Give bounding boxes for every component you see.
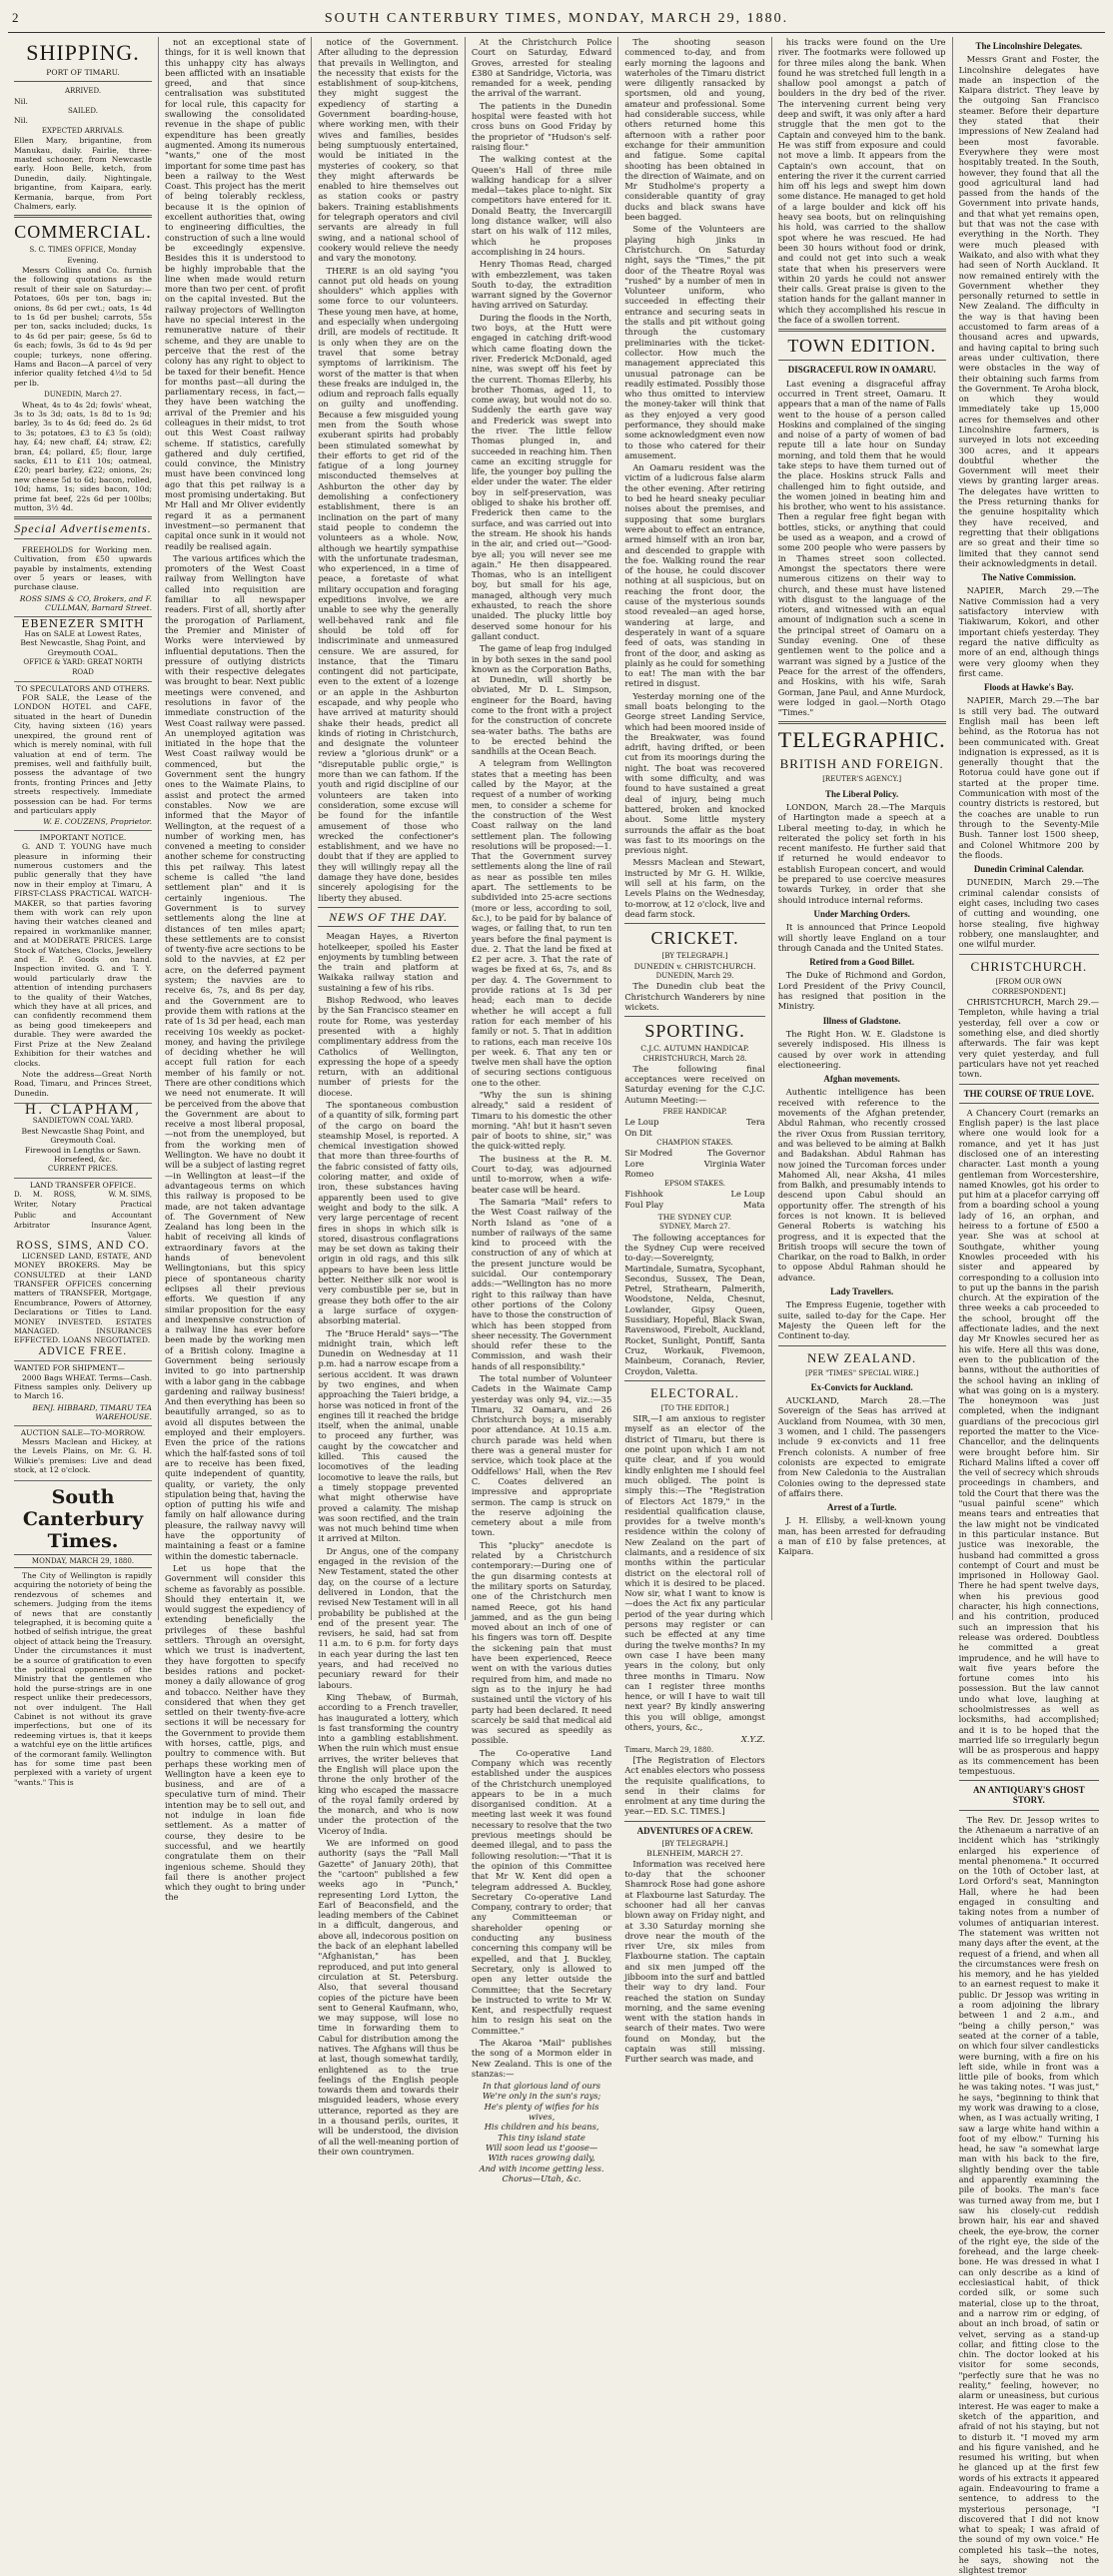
epsom-list	[624, 1189, 764, 1210]
news-item-3: The spontaneous combustion of a quantity of silk, forming part of the cargo on board the steamship Mosel, is reported. A chemical investigation showed that more than three-fourths of the fabric consisted of fatty oils, coloring matter, and oxide of iron, these substances having apparently been used to give weight and body to the silk. A very large percentage of recent fires in shops in which silk is stored, disastrous conflagrations may be set down as taking their origin in old rags, and this silk appears to have been less little better. Neither silk nor wool is very combustible per se, but in grease they both offer to the air a large surface of oxygen-absorbing material.	[318, 1099, 459, 1326]
cricket-match: DUNEDIN v. CHRISTCHURCH.	[633, 961, 756, 971]
cricket-date: DUNEDIN, March 29.	[655, 971, 734, 980]
blenheim-cont: his tracks were found on the Ure river. The footmarks were followed up for three miles along the bank. When found he was stretched full length in a shallow pool amongst a patch of boulders in the dry bed of the river. The intervening current being very deep and swift, it was only after a hard struggle that the men got to the Captain and conveyed him to the bank. He was stiff from exposure and could not move a limb. It appears from the Captain's own account, that on entering the river it the current carried him off his legs and swept him down some distance. He managed to get hold of a large boulder and kick off his heavy sea boots, but on relinquishing his hold, was carried to the shallow spot where he was rescued. He had been 30 hours without food or drink, and could not get into such a weak state that when his preservers were within 20 yards he could not answer their calls. Great praise is given to the station hands for the gallant manner in which they accomplished his rescue in the face of a swollen torrent.	[777, 37, 946, 326]
entry: Lore	[624, 1158, 644, 1169]
gladstone-heading: Illness of Gladstone.	[822, 1015, 901, 1026]
adventures-telegraph: [BY TELEGRAPH.]	[661, 1840, 728, 1849]
news-heading: NEWS OF THE DAY.	[329, 909, 449, 924]
editor-reply: [The Registration of Electors Act enables electors who possess the requisite qualifications, to send in their claims for enrolment at any time during the year.—ED. S.C. TIMES.]	[624, 1754, 765, 1817]
news-item-10: The walking contest at the Queen's Hall of three mile walking handicap for a silver medal—takes place to-night. Six competitors have entered for it. Donald Beatty, the Invercargill long distance walker, will also start on his walk of 112 miles, which he proposes accomplishing in 24 hours.	[471, 154, 612, 257]
champion-row-3	[624, 1169, 764, 1179]
free-list	[624, 1117, 764, 1138]
freeholds-signature: ROSS SIMS & CO, Brokers, and F. CULLMAN, Barnard Street.	[19, 593, 152, 613]
ebenezer-coal: Best Newcastle, Shag Point, and Greymouth COAL.	[20, 638, 146, 657]
news-item-24: An Oamaru resident was the victim of a ludicrous false alarm the other evening. After retiring to bed he heard sneaky peculiar noises about the premises, and supposing that some burglars were about to effect an entrance, armed himself with an iron bar, and descended to grapple with the foe. Walking round the rear of the house, he could discover nothing at all suspicious, but on reaching the front door, the cause of the mysterious sounds stood revealed—an aged horse, wandering at large, and desperately in want of a square feed of oats, was standing in front of the door, and asking as plainly as he could for something to eat! The man with the bar retired in disgust.	[624, 462, 765, 689]
news-item-16: The business at the R. M. Court to-day, was adjourned until to-morrow, when a wife-beater case will be heard.	[471, 1153, 612, 1195]
gt-note: Note the address—Great North Road, Timaru, and Princes Street, Dunedin.	[14, 1069, 152, 1098]
christchurch-heading: CHRISTCHURCH.	[970, 958, 1088, 974]
christchurch-text: CHRISTCHURCH, March 29.—Templeton, while having a trial yesterday, fell over a cow or something else, and died shortly afterwards. The fair was kept very quiet yesterday, and full particulars have not yet reached town.	[958, 997, 1100, 1080]
course-text: A Chancery Court (remarks an English paper) is the last place where one would look for a romance, and yet it has just disclosed one of an interesting character. Last month a young gentleman from Worcestershire, named Knowles, got his order to put him at a placefor carrying off from a boarding school a young lady of 16, an orphan, and heiress to a fortune of £500 a year. She was at school at Southgate, whither young Knowles proceeded with his sister and appeared by corresponding to a collusion into to put up the banns in the parish church. At the expiration of the three weeks a cab proceeded to the school, brought off the affectionate ladies, and the next day Mr Knowles secured her as his wife. Here all this was done, even to the publication of the banns, without the authorities of the school having an inkling of what was going on is a mystery. The honeymoon was just completed, when the indignant guardians of the precocious girl reported the matter to the Vice-Chancellor, and the delinquents were brought before him. Sir Richard Malins lifted a cover off the veil of secrecy which shrouds proceedings in chambers, and told the Court that there was the "usual painful scene" which means tears and entreaties that the law might not be vindicated in this particular instance. But justice was inexorable, the husband had committed a gross contempt of Court and must be imprisoned in Holloway Gaol. There he had spent twelve days, when his previous good character, his high connections, and his contrition, produced such an impression that his release was ordered. Doubtless he committed a great imprudence, and he will have to wait five years before the fortune comes into his possession. But the law cannot undo what love, laughing at schoolmistresses as well as locksmiths, had accomplished; and it is to be hoped that the married life so irregularly begun will be as prosperous and happy as its commencement has been tempestuous.	[958, 1107, 1100, 1776]
page-header	[8, 6, 1105, 33]
afghan-heading: Afghan movements.	[823, 1074, 900, 1085]
lincolnshire-heading: The Lincolnshire Delegates.	[975, 41, 1083, 51]
nz-sub: [PER "TIMES" SPECIAL WIRE.]	[805, 1368, 919, 1377]
free-row-2	[624, 1128, 764, 1138]
native-text: NAPIER, March 29.—The Native Commission had a very satisfactory interview with Tiakiwarum, Kokori, and other important chiefs yesterday. They regard the native difficulty as more of an end, although things were very gloomy when they first came.	[958, 585, 1100, 678]
news-item-25: Yesterday morning one of the small boats belonging to the George street Landing Service, which had been moored inside of the Breakwater, was found adrift, having drifted, or been cut from its moorings during the night. The boat was recovered with some difficulty, and was found to have sustained a great deal of injury, being much battered, broken and knocked about. Some little mystery surrounds the affair as the boat was fast to its moorings on the previous night.	[624, 690, 765, 856]
course-heading: THE COURSE OF TRUE LOVE.	[963, 1088, 1094, 1099]
sailed-nil: Nil.	[14, 116, 28, 126]
retired-text: The Duke of Richmond and Gordon, Lord President of the Privy Council, has resigned that position in the Ministry.	[777, 970, 946, 1012]
news-item-18: The total number of Volunteer Cadets in the Waimate Camp yesterday was only 94, viz.:—35 Timaru, 32 Oamaru, and 26 Christchurch boys; a miserably poor attendance. At 10.15 a.m. church parade was held when there was a general muster for service, which took place at the Oddfellows' Hall, when the Rev C. Coates delivered an impressive and appropriate sermon. The camp is struck on the reserve adjoining the cemetery about a mile from town.	[471, 1373, 612, 1538]
turtle-text: J. H. Ellisby, a well-known young man, has been arrested for defrauding a man of £10 by false pretences, at Kaipara.	[777, 1515, 946, 1557]
champion-row-2	[624, 1159, 764, 1169]
news-item-22: The shooting season commenced to-day, and from early morning the lagoons and waterholes of the Timaru district were diligently ransacked by sportsmen, old and young, amateur and professional. Some had considerable success, while others returned home this afternoon with a rather poor exchange for their ammunition and fatigue. Some capital shooting has been obtained in the direction of Waimate, and on Mr Studholme's property a considerable quantity of gray ducks and black swans have been bagged.	[624, 37, 765, 223]
ross-sims-name: ROSS, SIMS, AND CO.	[16, 1240, 150, 1252]
news-item-1: Meagan Hayes, a Riverton hotelkeeper, spoiled his Easter enjoyments by tumbling between the train and platform at Waikaka railway station and sustaining a few of his ribs.	[318, 931, 459, 993]
columns	[8, 37, 1105, 2576]
land-heading: LAND TRANSFER OFFICE.	[29, 1180, 137, 1190]
ebenezer-office: OFFICE & YARD: GREAT NORTH ROAD	[23, 658, 143, 677]
news-item-14: A telegram from Wellington states that a meeting has been called by the Mayor, at the request of a number of working men, to consider a scheme for the construction of the West Coast railway on the land settlement plan. The following resolutions will be proposed:—1. That the Government survey settlements along the line of rail as near as possible ten miles apart. The settlements to be subdivided into 25-acre sections (more or less, according to soil, &c.), to be paid for by balance of wages, or failing that, to run ten years before the final payment is due. 2. That the land be fixed at £2 per acre. 3. That the rate of wages be fixed at 6s, 7s, and 8s per day. 4. The Government to provide rations at 1s 3d per head; each man to decide whether he will accept a full ration for each member of his family or not. 5. That in addition to rations, each man receive 10s per week. 6. That any ten or twelve men shall have the option of securing sections contiguous one to the other.	[471, 758, 612, 1088]
news-item-21: The Akaroa "Mail" publishes the song of a Mormon elder in New Zealand. This is one of the stanzas:—	[471, 2038, 612, 2079]
firewood-text: Firewood in Lengths or Sawn.	[24, 1145, 142, 1155]
entry: Tera	[746, 1117, 765, 1128]
port-label: PORT OF TIMARU.	[46, 68, 120, 77]
important-ad	[14, 831, 152, 1104]
ross-text: LICENSED LAND, ESTATE, AND MONEY BROKERS. May be CONSULTED at their LAND TRANSFER OFFICES concerning matters of TRANSFER, Mortgage, Encumbrance, Powers of Attorney, Declarations or Titles to Land. MONEY INVESTED. ESTATES MANAGED. INSURANCES EFFECTED. LOANS NEGOTIATED.	[14, 1251, 152, 1345]
arrived-nil: Nil.	[14, 96, 28, 106]
shipping-heading: SHIPPING.	[26, 40, 140, 65]
lady-heading: Lady Travellers.	[830, 1287, 894, 1297]
column-6	[772, 37, 953, 1620]
wanted-heading: WANTED FOR SHIPMENT—	[14, 1363, 125, 1373]
news-item-26: Messrs Maclean and Stewart, instructed by Mr G. H. Wilkie, will sell at his farm, on the Levels Plains on the Wednesday, to-morrow, at 12 o'clock, live and dead farm stock.	[624, 857, 765, 919]
criminal-heading: Dunedin Criminal Calendar.	[973, 864, 1084, 875]
lincolnshire-text: Messrs Grant and Foster, the Lincolnshire delegates have made an inspection of the Kaipara district. They leave by the outgoing San Francisco steamer. Before their departure they stated that their impressions of New Zealand had been most favorable. Everywhere they were most hospitably treated. In the South, however, they found that all the good agricultural land had passed from the hands of the Government into private hands, and that what yet remains open, but that was not the case with everything in the North. They were much pleased with Waikato, and also with what they had seen of North Auckland. It now remained entirely with the Government whether they personally returned to settle in New Zealand. The difficulty in the way is that having been accustomed to farm areas of a thousand acres and upwards, and having capital to bring such areas under cultivation, there were obstacles in the way of their obtaining such farms from the Government. Te Aroha block, on which they would immediately take up 15,000 acres for themselves and other Lincolnshire farmers, is surveyed in lots not exceeding 300 acres, and it appears doubtful whether the Government will meet their views by granting larger areas. The delegates have written to the Press returning thanks for the genuine hospitality which they have received, and regretting that their obligations are so great and their time so limited that they cannot send their acknowledgments in detail.	[958, 54, 1100, 568]
auction-text: Messrs Maclean and Hickey, at the Levels Plains, on Mr. G. H. Wilkie's premises: Live and dead stock, at 12 o'clock.	[14, 1437, 152, 1475]
afghan-text: Authentic intelligence has been received with reference to the movements of the Afghan pretender, Abdul Rahman, who recently crossed the river Oxus from Russian territory, and was believed to be aiming at Balkh and Badakshan. Abdul Rahman has now joined the Turcoman forces under Mahomed Ali, near Aksha, 41 miles from Balkh, and presumably intends to descend upon Cabul should an opportunity offer. The strength of his forces is not known. It is believed General Roberts is watching his progress, and it is expected that the British troops will secure the town of Charikar, on the road to Balkh, in order to oppose Abdul Rahman should he advance.	[777, 1087, 946, 1283]
news-item-23: Some of the Volunteers are playing high jinks in Christchurch. On Saturday night, says the "Times," the pit door of the Theatre Royal was "rushed" by a number of men in Volunteer uniform, who succeeded in effecting their entrance and securing seats in the stalls and pit without going through the customary preliminaries with the ticket-collector. How much the management appreciated this unusual patronage can be readily estimated. Possibly those who thus omitted to interview the money-taker will think that as they enjoyed a very good performance, they should make some acknowledgment even now to those who catered for their amusement.	[624, 224, 765, 460]
sydney-heading: THE SYDNEY CUP.	[657, 1212, 732, 1222]
cjc-heading: C.J.C. AUTUMN HANDICAP.	[640, 1044, 749, 1054]
clapham-name: H. CLAPHAM,	[24, 1103, 142, 1119]
adventures-heading: ADVENTURES OF A CREW.	[636, 1825, 753, 1836]
editorial-cont-3: Let us hope that the Government will consider this scheme as favorably as possible. Should they entertain it, we would suggest the expediency of extending beneficially the privileges of these bashful settlers. Through an oversight, which we trust is inadvertent, they have forgotten to specify besides rations and pocket-money a daily allowance of grog and tobacco. Neither have they considered that when they get settled on their twenty-five-acre sections it will be necessary for the Government to provide them with horses, cattle, pigs, and poultry to commence with. But perhaps these working men of Wellington have a keen eye to business, and are of a speculative turn of mind. Their intention may be to sell out, and not indulge in loan fide settlement. As a matter of course, they desire to be successful, and we heartily congratulate them on their ingenious scheme. Should they fail there is another project which they ought to bring under the	[165, 1562, 306, 1903]
forsale-signature: W. E. COUZENS, Proprietor.	[43, 817, 152, 827]
disgraceful-heading: DISGRACEFUL ROW IN OAMARU.	[787, 365, 936, 376]
own-correspondent: [FROM OUR OWN CORRESPONDENT.]	[992, 977, 1066, 996]
entry: Foul Play	[624, 1199, 664, 1210]
town-edition-heading: TOWN EDITION.	[787, 336, 936, 357]
blenheim-text: Information was received here to-day that the schooner Shamrock Rose had gone ashore at Flaxbourne last Saturday. The schooner had all her canvas blown away on Friday night, and at 3.30 Saturday morning she drove near the mouth of the river Ure, six miles from Flaxbourne station. The captain and six men jumped off the jibboom into the surf and battled their way to dry land. Four reached the station on Sunday morning, and the same evening went with the station hands in search of their mates. Two were found on Monday, but the captain was still missing. Further search was made, and	[624, 1858, 765, 2065]
dunedin-date: DUNEDIN, March 27.	[44, 391, 122, 400]
wanted-signature: BENJ. HIBBARD, TIMARU TEA WAREHOUSE.	[32, 1402, 152, 1422]
telegraphic-heading: TELEGRAPHIC.	[777, 727, 946, 753]
antiquary-heading: AN ANTIQUARY'S GHOST STORY.	[972, 1785, 1085, 1806]
forsale-text: FOR SALE, the Lease of the LONDON HOTEL and CAFE, situated in the heart of Dunedin City, having sixteen (16) years unexpired, the ground rent of which is merely nominal, with full valuation at end of term. The premises, well and faithfully built, possess the advantage of two fronts, fronting Princes and Jetty streets respectively. Immediate possession can be had. For terms and particulars apply	[14, 693, 152, 815]
news-item-2: Bishop Redwood, who leaves by the San Francisco steamer en route for Rome, was yesterday presented with a highly complimentary address from the Catholics of Wellington, expressing the hope of a speedy return, with an additional number of priests for the diocese.	[318, 995, 459, 1098]
electoral-heading: ELECTORAL.	[650, 1384, 739, 1400]
entry: Mata	[743, 1199, 765, 1210]
ebenezer-name: EBENEZER SMITH	[21, 616, 145, 630]
exconvicts-text: AUCKLAND, March 28.—The Sovereign of the Seas has arrived at Auckland from Noumea, with 30 men, 3 women, and 1 child. The passengers include 9 ex-convicts and 11 free French colonists. A number of free colonists are expected to emigrate from New Caledonia to the Australian Colonies owing to the depressed state of affairs there.	[777, 1395, 946, 1498]
free-handicap: FREE HANDICAP.	[662, 1108, 727, 1117]
news-item-5: Dr Angus, one of the company engaged in the revision of the New Testament, stated the other day, on the course of a lecture delivered in London, that the revised New Testament will in all probability be published at the end of the present year. The revisers, he said, had sat from 11 a.m. to 6 p.m. for forty days in each year during the last ten years, and had received no pecuniary reward for their labours.	[318, 1545, 459, 1690]
criminal-text: DUNEDIN, March 29.—The criminal calendar consists of eight cases, including two cases of cutting and wounding, one horse stealing, five highway robbery, one manslaughter, and one wilful murder.	[958, 877, 1100, 950]
land-partners	[14, 1190, 152, 1241]
wanted-text: 2000 Bags WHEAT. Terms—Cash. Fitness samples only. Delivery up to March 16.	[14, 1372, 152, 1401]
news-item-15: "Why the sun is shining already," said a resident of Timaru to his domestic the other morning. "Ah! but it hasn't seven pair of boots to shine, sir," was the quick-witted reply.	[471, 1089, 612, 1152]
epsom-row-1	[624, 1189, 764, 1199]
entry: Fishhook	[624, 1189, 663, 1200]
news-item-20: The Co-operative Land Company which was recently established under the auspices of the Christchurch unemployed appears to be in a much disorganised condition. At a meeting last week it was found necessary to resolve that the two previous meetings should be deemed illegal, and to pass the following resolution:—"That it is the opinion of this Committee that Mr W. Kent did open a telegram addressed A. Buckley, Secretary Co-operative Land Company, contrary to order; that any Committeeman or shareholder opening or conducting any business concerning this company will be expelled, and that J. Buckley, Secretary, only is allowed to open any letter outside the Committee; that the Secretary be instructed to write to Mr W. Kent, and respectfully request him to resign his seat on the Committee."	[471, 1747, 612, 2036]
entry: Sir Modred	[624, 1148, 673, 1159]
entry: Le Loup	[730, 1189, 765, 1200]
masthead-date: MONDAY, MARCH 29, 1880.	[14, 1554, 152, 1568]
antiquary-text: The Rev. Dr. Jessop writes to the Athenaeum a narrative of an incident which has "strikingly enlarged his experience of mental phenomena." It occurred on the 10th of October last, at Lord Orford's seat, Mannington Hall, where he had been engaged in consulting and taking notes from a number of volumes of antiquarian interest. The statement was written not many days after the event, at the request of a friend, and when all the circumstances were fresh on his memory, and he has yielded to an earnest request to make it public. Dr Jessop was writing in a room adjoining the library between 1 and 2 a.m., and "being a chilly person," was seated at the corner of a table, on which four silver candlesticks were burning, with a fire on his left side, while in front was a little pile of books, from which he was taking notes. "I was just," he says, "beginning to think that my work was drawing to a close, when, as I was actually writing, I saw a large white hand within a foot of my elbow." Turning his head, he saw "a somewhat large man with his back to the fire, slightly bending over the table and apparently examining the pile of books. The man's face was turned away from me, but I saw his closely-cut reddish brown hair, his ear and shaved cheek, the eye-brow, the corner of the right eye, the side of the forehead, and the large cheek-bone. He was dressed in what I can only describe as a kind of ecclesiastical habit, of thick corded silk, or some such material, close up to the throat, and a narrow rim or edging, of about an inch broad, of satin or velvet, serving as a stand-up collar, and fitting close to the chin. The doctor looked at his visitor for some seconds, "perfectly sure that he was no reality," feeling, however, no alarm or uneasiness, but curious interest. He was eager to make a sketch of the apparition, and afraid of not his staying, but not to disturb it. "I moved my arm and his figure vanished, and he resumed his writing, but when he glanced up at the first few words of his extracts it appeared again. Endeavouring to frame a sentence, to address to the mysterious personage, "I discovered that I did not know what to speak; I was afraid of the sound of my own voice." He completed his task—the notes, he says, showing not the slightest tremor	[958, 1814, 1100, 2576]
column-4	[466, 37, 618, 2183]
speculators-heading: TO SPECULATORS AND OTHERS.	[16, 683, 150, 693]
auction-ad	[14, 1426, 152, 1481]
column-2	[159, 37, 312, 1903]
commercial-heading: COMMERCIAL.	[14, 222, 152, 243]
freeholds-ad	[14, 543, 152, 617]
important-heading: IMPORTANT NOTICE.	[39, 832, 127, 842]
champion-list	[624, 1148, 764, 1179]
news-item-7: We are informed on good authority (says the "Pall Mall Gazette" of January 20th), that the "cartoon" published a few weeks ago in "Punch," representing Lord Lytton, the Earl of Beaconsfield, and the leading members of the Cabinet in a difficult, dangerous, and above all, indecorous position on the back of an elephant labelled "Afghanistan," has been reproduced, and put into general circulation at St. Petersburg. Also, that several thousand copies of the picture have been sent to General Kaufmann, who, we may suppose, will lose no time in forwarding them to Cabul for distribution among the natives. The Afghans will thus be at last, though somewhat tardily, enlightened as to the true feelings of the English people towards them and towards their misguided leaders, whose every utterance, reported as they are in a thousand perils, ourites, it will be understood, the division of all the well-meaning portion of their own countrymen.	[318, 1838, 459, 2156]
editorial-end: notice of the Government. After alluding to the depression that prevails in Wellington, and the necessity that exists for the establishment of soup-kitchens, they might suggest the expediency of starting a Government boarding-house, where working men, with their wives and families, besides being sumptuously entertained, would be initiated in the mysteries of cookery, so that they might afterwards be enabled to hire themselves out as station cooks or pastry bakers. Training establishments for telegraph operators and civil servants are already in full swing, and a national school of cookery would relieve the needy and vary the monotony.	[318, 37, 459, 264]
free-row-1	[624, 1117, 764, 1127]
wanted-ad	[14, 1361, 152, 1425]
land-ad	[14, 1179, 152, 1362]
retired-heading: Retired from a Good Billet.	[809, 957, 915, 968]
special-heading: Special Advertisements.	[14, 521, 152, 536]
expected-text: Ellen Mary, brigantine, from Manukau, daily. Fairlie, three-masted schooner, from Newcastle early. Hoon Belle, ketch, from Dunedin, daily. Nightingale, brigantine, from Kaipara, early. Kermania, barque, from Port Chalmers, early.	[14, 136, 152, 211]
cricket-text: The Dunedin club beat the Christchurch Wanderers by nine wickets.	[624, 981, 765, 1012]
entry: Virginia Water	[703, 1158, 765, 1169]
ross-left: D. M. ROSS, Writer, Notary Public and Arbitrator	[14, 1191, 77, 1230]
row-text: Last evening a disgraceful affray occurred in Trent street, Oamaru. It appears that a man of the name of Falls went to the house of a person called Hoskins and complained of the singing and noise of a party of women of bad repute till a late hour on Sunday morning, and told them that he would take steps to have them turned out of the place. Hoskins struck Falls and challenged him to fight outside, and the women joined in beating him and his brother, who went to his assistance. Then a regular free fight began with bottles, sticks, or anything that could be used as a weapon, and a crowd of some 200 people who were passers by in Thames street soon collected. Amongst the spectators there were numerous citizens on their way to church, and these must have listened with disgust to the language of the rioters, and witnessed with an equal amount of indignation such a scene in the principal street of Oamaru on a Sunday evening. One of these gentlemen went to the police and a warrant was signed by a Justice of the Peace for the arrest of the offenders, and Hoskins, with his wife, Sarah Gorman, Jane Paul, and Anne Murdock, were lodged in gaol.—North Otago "Times."	[777, 378, 946, 718]
news-item-17: The Samaria "Mail" refers to the West Coast railway of the North Island as "one of a number of railways of the same kind to proceed with the construction of any of which at the present juncture would be suicidal. Our contemporary adds:—"Wellington has no more right to this railway than have other portions of the Colony have to those the construction of which has been stopped from sheer necessity. The Government should refer these to the Commission, and wash their hands of all responsibility."	[471, 1196, 612, 1371]
volunteers-editorial: THERE is an old saying "you cannot put old heads on young shoulders" which applies with some force to our volunteers. These young men have, at home, and especially when undergoing drill, are models of rectitude. It is only when they are on the travel that some betray symptoms of larrikinism. The worst of the matter is that when these freaks are indulged in, the odium and reproach falls equally on guilty and unoffending. Because a few misguided young men from the South whose exuberant spirits had probably been stimulated somewhat by their efforts to get rid of the fatigue of a long journey misconducted themselves at Ashburton the other day by demolishing a confectionery establishment, there is an inclination on the part of many staid people to condemn the volunteers as a whole. Now, although we heartily sympathise with the unfortunate tradesman, who experienced, in a time of peace, a foretaste of what military occupation and foraging expeditions involve, we are unable to see why the generally well-behaved rank and file should be told off for indiscriminate and unmeasured censure. We are assured, for instance, that the Timaru contingent did not participate, even to the extent of a lozenge or an apple in the Ashburton escapade, and why people who have arrived at maturity should shake their heads, predict all kinds of rioting in Christchurch, and designate the volunteer review a "glorious drunk" or a "disreputable public orgie," is more than we can fathom. If the youth and rigid discipline of our volunteers are taken into consideration, some excuse will be found for the infantile amusement of those who wrecked the confectioner's establishment, and we have no doubt that if they are applied to they will willingly repay all the damage they have done, besides sincerely apologising for the liberty they abused.	[318, 265, 459, 903]
speculators-ad	[14, 682, 152, 831]
prices-text: CURRENT PRICES.	[48, 1165, 118, 1174]
cricket-heading: CRICKET.	[650, 928, 739, 949]
column-3	[312, 37, 465, 2156]
column-5	[618, 37, 771, 2065]
marching-text: It is announced that Prince Leopold will shortly leave England on a tour through Canada and the United States.	[777, 922, 946, 953]
electoral-letter: SIR,—I am anxious to register myself as an elector of the district of Timaru, but there is one point upon which I am not quite clear, and if you would kindly enlighten me I should feel much obliged. The point is simply this:—The "Registration of Electors Act 1879," in the residential qualification clause, provides for a twelve month's residence within the colony of New Zealand on the part of claimants, and a residence of six months within the particular district on the electoral roll of which it is desired to be placed. Now sir, what I want to know is—does the Act fix any particular period of the year during which persons may register or can such be effected at any time during the twelve months? In my own case I have been many years in the colony, but only three months in Timaru. Now can I register three months hence, or will I have to wait till next year? By kindly answering this you will oblige, amongst others, yours, &c.,	[624, 1413, 765, 1733]
clapham-text: Best Newcastle Shag Point, and Greymouth Coal.	[21, 1126, 145, 1146]
champion-row-1	[624, 1148, 764, 1158]
arrived-label: ARRIVED.	[64, 87, 102, 96]
ebenezer-ad	[14, 617, 152, 682]
british-heading: BRITISH AND FOREIGN.	[779, 756, 944, 772]
sydney-date: SYDNEY, March 27.	[659, 1223, 730, 1232]
letter-signature: X.Y.Z.	[740, 1734, 765, 1745]
lady-text: The Empress Eugenie, together with suite, sailed to-day for the Cape. Her Majesty the Queen left for the Continent to-day.	[777, 1299, 946, 1341]
commercial-office: S. C. TIMES OFFICE, Monday Evening.	[29, 246, 137, 265]
news-item-6: King Thebaw, of Burmah, according to a French traveller, has inaugurated a lottery, which is fast transforming the country into a gambling establishment. When the ruin which must ensue arrives, the writer believes that the English will place upon the throne the only brother of the king who escaped the massacre of the royal family ordered by the monarch, and who is now under the protection of the Viceroy of India.	[318, 1691, 459, 1836]
page-title: SOUTH CANTERBURY TIMES, MONDAY, MARCH 29, 1880.	[324, 11, 789, 26]
sporting-heading: SPORTING.	[644, 1021, 745, 1042]
news-item-8: At the Christchurch Police Court on Saturday, Edward Groves, arrested for stealing £380 at Sandridge, Victoria, was remanded for a week, pending the arrival of the warrant.	[471, 37, 612, 99]
native-heading: The Native Commission.	[981, 572, 1076, 583]
gt-text: G. AND T. YOUNG have much pleasure in informing their numerous customers and the public generally that they have now in their employ at Timaru, A FIRST-CLASS PRACTICAL WATCH-MAKER, so that parties favoring them with work can rely upon having their watches cleaned and repaired in workmanlike manner, and at MODERATE PRICES. Large Stock of Watches, Clocks, Jewellery and E. P. Goods on hand. Inspection invited. G. and T. Y. would particularly draw the attention of intending purchasers to the quality of their Watches, which they have at all prices, and can confidently recommend them as being good timekeepers and durable. They were awarded the First Prize at the New Zealand Exhibition for their watches and clocks.	[14, 842, 152, 1068]
liberal-heading: The Liberal Policy.	[825, 788, 899, 799]
news-item-9: The patients in the Dunedin hospital were feasted with hot cross buns on Good Friday by the proprietor of "Hudson's self-raising flour."	[471, 100, 612, 152]
floods-heading: Floods at Hawke's Bay.	[984, 682, 1074, 693]
clapham-ad	[14, 1104, 152, 1179]
column-1	[8, 37, 159, 1787]
news-item-19: This "plucky" anecdote is related by a Christchurch contemporary:—During one of the gun disarming contests at the military sports on Saturday, one of the Christchurch men named Reece, got his hand jammed, and as the gun being moved about an inch of one of his fingers was torn off. Despite the sickening pain that must have been experienced, Reece went on with the various duties required from him, and made no sign as to the injury he had sustained until the victory of his party had been declared. It need scarcely be said that medical aid was secured as speedily as possible.	[471, 1539, 612, 1746]
cricket-telegraph: [BY TELEGRAPH.]	[661, 952, 728, 961]
expected-label: EXPECTED ARRIVALS.	[41, 126, 125, 135]
horsefeed-text: Horsefeed, &c.	[53, 1154, 113, 1164]
page-number: 2	[12, 10, 19, 25]
cjc-text: The following final acceptances were received on Saturday evening for the C.J.C. Autumn Meeting:—	[624, 1063, 765, 1105]
entry: The Governor	[706, 1148, 765, 1159]
blenheim-date: BLENHEIM, MARCH 27.	[646, 1849, 743, 1859]
nz-heading: NEW ZEALAND.	[807, 1349, 917, 1365]
news-item-13: The game of leap frog indulged in by both sexes in the sand pool known as the Corporation Baths, at Dunedin, will shortly be obviated, Mr D. L. Simpson, engineer for the Board, having come to the front with a project for the construction of concrete sea-water baths. The baths are to be erected behind the sandhills at the Ocean Beach.	[471, 643, 612, 757]
sailed-label: SAILED.	[68, 107, 98, 116]
news-item-12: During the floods in the North, two boys, at the Hutt were engaged in catching drift-wood which came floating down the river. Frederick McDonald, aged nine, was swept off his feet by the current. Thomas Ellerby, his brother Thomas, aged 11, to come away, but would not do so. Suddenly the earth gave way and Frederick was swept into the river. The little fellow Thomas plunged in, and succeeded in reaching him. Then came an exciting struggle for life, the younger boy pulling the elder under the water. The elder boy in self-preservation, was obliged to shake his brother off. Frederick then came to the surface, and was carried out into the stream. He shook his hands in the air, and cried out—"Good-bye all; you will never see me again." He then disappeared. Thomas, who is an intelligent boy, but small for his age, managed, although very much exhausted, to reach the shore unaided. The plucky little boy deserved some honour for his gallant conduct.	[471, 312, 612, 641]
news-item-4: The "Bruce Herald" says—"The midnight train, which left Dunedin on Wednesday at 11 p.m. had a narrow escape from a serious accident. It was drawn by two engines, and when approaching the Taieri bridge, a horse was noticed in front of the engines till it reached the bridge itself, when the animal, unable to proceed any further, was caught by the cowcatcher and killed. This caused the locomotives of the leading locomotive to leave the rails, but a timely stoppage prevented what might otherwise have proved a calamity. The mishap was soon rectified, and the train was not much behind time when it arrived at Milton.	[318, 1327, 459, 1544]
epsom-stakes: EPSOM STAKES.	[664, 1180, 726, 1189]
mormon-chorus: Chorus—Utah, &c.	[502, 2172, 581, 2183]
editorial-cont-1: not an exceptional state of things, for it is well known that this unhappy city has always been afflicted with an insatiable greed, and that since centralisation was substituted for local rule, this capacity for swallowing the consolidated revenue in the shape of public expenditure has been greatly augmented. Among its numerous "wants," one of the most important for some time past has been a railway to the West Coast. This project has the merit of being tolerably reckless, because it is the opinion of excellent authorities that, owing to engineering difficulties, the construction of such a line would be exceedingly expensive. Besides this it is understood to be highly improbable that the line when made would return more than two per cent. of profit on the capital invested. But the railway projectors of Wellington have no special interest in the remunerative nature of their scheme, and they are unable to perceive that the rest of the colony has any right to object to be taxed for their benefit. Hence for months past—all during the parliamentary recess, in fact,—they have been watching the arrival of the Premier and his colleagues in their midst, to trot out this West Coast railway scheme. If statistics, carefully gathered and duly certified, could convince, the Ministry must have been convinced long ago that this pet railway is a most promising undertaking. But Mr Hall and Mr Oliver evidently regard it as a permanent investment—so permanent that capital once sunk in it would not readily be realised again.	[165, 37, 306, 551]
exconvicts-heading: Ex-Convicts for Auckland.	[810, 1381, 913, 1392]
liberal-text: LONDON, March 28.—The Marquis of Hartington made a speech at a Liberal meeting to-day, in which he reiterated the policy set forth in his recent manifesto. He further said that if returned he would endeavor to establish European concert, and would be prepared to use coercive measures towards Turkey, in order that she should introduce internal reforms.	[777, 802, 946, 905]
to-editor: [TO THE EDITOR.]	[660, 1403, 729, 1412]
newspaper-masthead: South Canterbury Times.	[22, 1485, 144, 1552]
reuters-label: [REUTER'S AGENCY.]	[822, 775, 902, 784]
entry: On Dit	[624, 1127, 652, 1138]
cjc-date: CHRISTCHURCH, March 28.	[642, 1054, 747, 1063]
advice-free: ADVICE FREE.	[38, 1345, 128, 1357]
floods-text: NAPIER, March 29.—The bar is still very bad. The outward English mail has been left behind, as the Rotorua has not been communicated with. Great indignation is expressed, as it is generally thought that the Rotorua could have gone out if started at the proper time. Communication with most of the country districts is restored, but the coaches are unable to run through to the Seventy-Mile Bush. Tanner lost 1500 sheep, and Colonel Whitmore 200 by the floods.	[958, 695, 1100, 860]
gladstone-text: The Right Hon. W. E. Gladstone is severely indisposed. His illness is caused by over work in attending electioneering.	[777, 1028, 946, 1070]
letter-date: Timaru, March 29, 1880.	[624, 1745, 714, 1754]
entry: Romeo	[624, 1168, 654, 1179]
dunedin-text: Wheat, 4s to 4s 2d; fowls' wheat, 3s to 3s 3d; oats, 1s 8d to 1s 9d; barley, 3s to 4s 6d; feed do. 2s 6d to 3s; potatoes, £3 to £3 5s (old); hay, £4; new chaff, £4; straw, £2; bran, £4; pollard, £5; flour, large sacks, £11 to £11 10s; oatmeal, £20; pearl barley, £22; onions, 2s; new cheese 5d to 6d; bacon, rolled, 10d; hams, 1s; sides bacon, 10d; prime fat beef, 22s 6d per 100lbs; mutton, 3½ 4d.	[14, 400, 152, 512]
commercial-text: Messrs Collins and Co. furnish the following quotations as the result of their sale on Saturday:—Potatoes, 60s per ton, bags in; onions, 8s 6d per cwt.; oats, 1s 4d to 1s 6d per bushel; carrots, 55s per ton, sacks included; ducks, 1s to 4s 6d per pair; geese, 5s 6d to 6s each; fowls, 3s 6d to 4s 9d per couple; turkeys, none offering. Hams and Bacon—A parcel of very inferior quality fetched 4½d to 5d per lb.	[14, 265, 152, 388]
clapham-sub: SANDIETOWN COAL YARD.	[32, 1117, 134, 1126]
marching-heading: Under Marching Orders.	[813, 908, 910, 919]
turtle-heading: Arrest of a Turtle.	[827, 1502, 897, 1513]
news-item-11: Henry Thomas Read, charged with embezzlement, was taken South to-day, the extradition warrant signed by the Governor having arrived on Saturday.	[471, 259, 612, 311]
freeholds-text: FREEHOLDS for Working men. Cultivation, from £50 upwards payable by instalments, extending over 5 years or leases, with purchase clause.	[14, 544, 152, 592]
ross-right: W. M. SIMS, Practical Accountant Insurance Agent, Valuer.	[91, 1191, 152, 1241]
champion-stakes: CHAMPION STAKES.	[656, 1138, 733, 1147]
entry: Le Loup	[624, 1117, 659, 1128]
sydney-text: The following acceptances for the Sydney Cup were received to-day:—Sovereignty, Martindale, Sumatra, Sycophant, Secondus, Sussex, The Dean, Petrel, Strathearn, Palmerith, Woodstone, Nelda, Chesnut, Lowlander, Gipsy Queen, Sussidiary, Hopeful, Black Swan, Ravenswood, Firebolt, Auckland, Rocket, Sunlight, Pontiff, Santa Cruz, Workauk, Fivemoon, Mainbeum, Coranach, Revier, Croydon, Valetta.	[624, 1232, 765, 1376]
editorial-text: The City of Wellington is rapidly acquiring the notoriety of being the rendezvous of schemes and schemers. Judging from the items of news that are constantly telegraphed, it is becoming quite a hotbed of selfish intrigue, the great object of attack being the Treasury. Under the circumstances it must be a source of gratification to even the political opponents of the Ministry that the gentlemen who hold the purse-strings are in one respect unlike their predecessors, not over indulgent. The Hall Cabinet is not without its grave imperfections, but one of its redeeming virtues is, that it keeps a watchful eye on the little artifices of the cormorant family. Wellington has for some time past been perplexed with a variety of urgent "wants." This is	[14, 1570, 152, 1787]
mormon-poem: In that glorious land of ours We're only in the sun's rays; He's plenty of wifies for his wives, His children and his beans, This tiny island state Will soon lead us t'goose— With races growing daily, And with income getting less.	[479, 2081, 604, 2173]
epsom-row-2	[624, 1200, 764, 1210]
editorial-cont-2: The various artifices which the promoters of the West Coast railway from Wellington have called into requisition are familiar to all newspaper readers. First of all, shortly after the prorogation of Parliament, the Premier and Minister of Works were interviewed by influential deputations. Then the pressure of outlying districts with their respective delegates was brought to bear. Next public meetings were convened, and resolutions in favor of the immediate construction of the West Coast railway were passed. An unemployed agitation was initiated in the hope that the West Coast railway would be commenced, but the Government sent the hungry ones to the Waimate Plains, to assist and protect the armed constables. Now we are informed that the Mayor of Wellington, at the request of a number of working men, has convened a meeting to consider another scheme for constructing this pet railway. This latest scheme is called "the land settlement plan" and it is certainly ingenious. The Government is to survey settlements along the line at distances of ten miles apart; these settlements are to consist of twenty-five acre sections to be sold to the navvies, at £2 per acre, on the deferred payment system; the navvies are to receive 6s, 7s, and 8s per day, and the Government are to provide them with rations at the rate of 1s 3d per head, each man receiving 10s weekly as pocket-money, and having the privilege of deciding whether he will accept full ration for each member of his family or not. There are other conditions which we need not enumerate. It will be perceived from the above that the Government are about to receive a most liberal proposal,—not from the unemployed, but from the working men of Wellington. We have no doubt it will be a subject of lasting regret—in Wellington at least—if the advantageous terms on which this railway is proposed to be made, are not taken advantage of. The Government of New Zealand has long been in the habit of receiving all kinds of extraordinary favors at the hands of benevolent Wellingtonians, but this spicy piece of spontaneous charity eclipses all their previous efforts. We question if any similar proposition for the easy and inexpensive construction of a railway line has ever before been made by the working men of a British colony. Imagine a Government being seriously invited to go into partnership with a labor gang in the cabbage gardening and railway business! And then everything has been so beautifully arranged, so as to avoid all disputes between the employed and their employers. Even the price of the rations which the half-fasted sons of toil are to receive has been fixed, quite independent of quantity, quality, or variety, the only stipulation being that, having the option of putting his wife and family on half allowance during pleasure, the railway navvy will have the opportunity of maintaining a feast or a famine within the domestic tabernacle.	[165, 552, 306, 1561]
auction-heading: AUCTION SALE—TO-MORROW.	[20, 1427, 146, 1437]
column-7	[953, 37, 1105, 2576]
ebenezer-text: Has on SALE at Lowest Rates,	[24, 628, 142, 638]
